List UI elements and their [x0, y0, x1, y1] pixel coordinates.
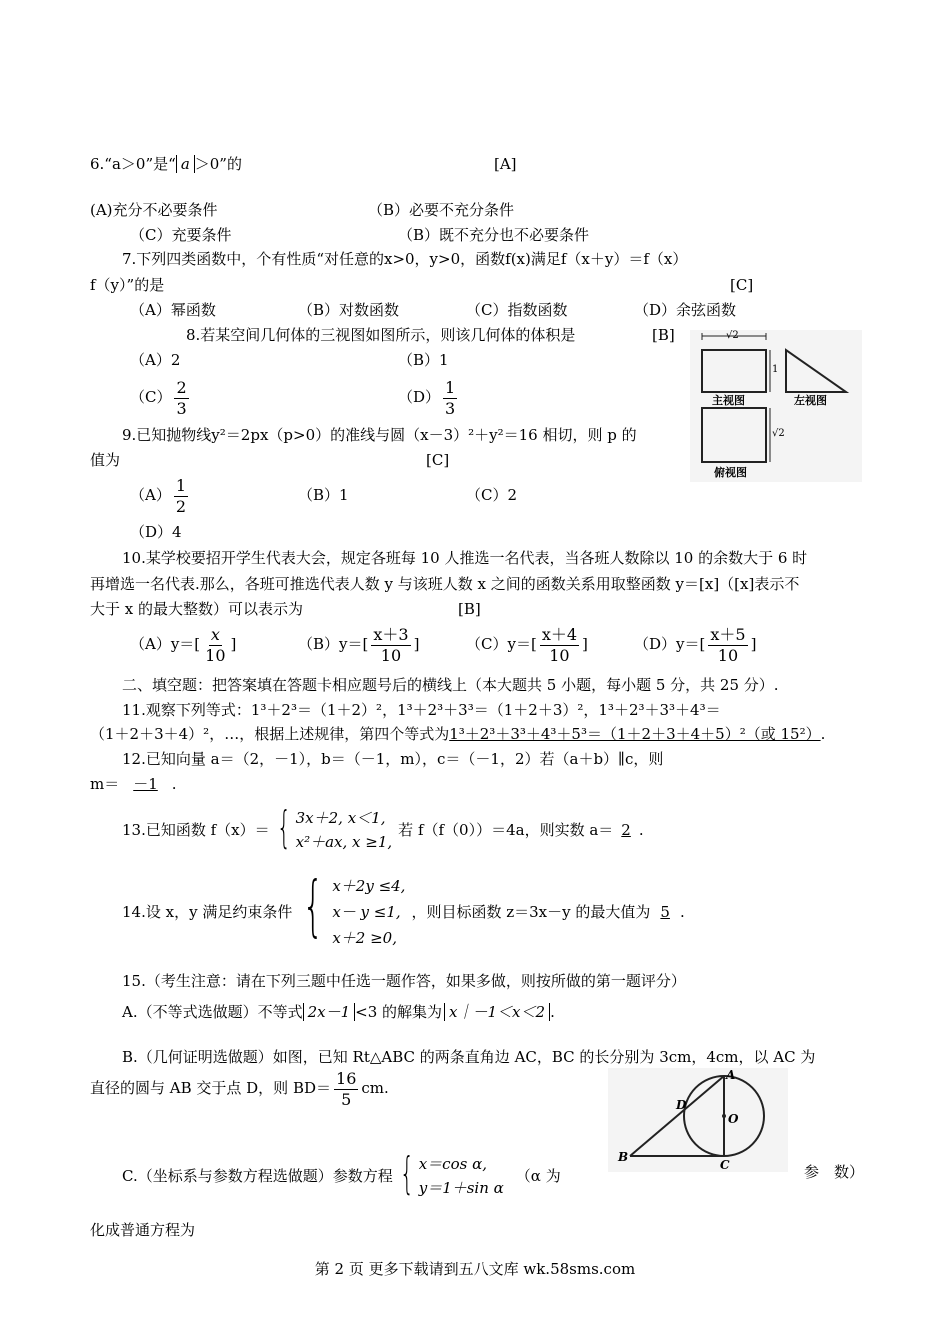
q13-piecewise: { 3x＋2, x＜1, x²＋ax, x ≥1,	[276, 802, 393, 853]
q12-line1: 12.已知向量 a＝（2，－1），b＝（－1，m），c＝（－1，2）若（a＋b）∥c，则	[122, 750, 664, 768]
q8-option-c-fraction: $\frac{2}{3}$	[176, 377, 187, 418]
q10-option-b: （B）y＝[ $\frac{x+3}{10}$ ]	[298, 624, 420, 665]
q8-option-d-fraction: $\frac{1}{3}$	[445, 377, 456, 418]
q7-option-b: （B）对数函数	[298, 301, 400, 319]
q8-option-c: （C） $\frac{2}{3}$	[130, 377, 187, 418]
q7-line1: 7.下列四类函数中，个有性质“对任意的x>0，y>0，函数f(x)满足f（x＋y）＝f（x）	[122, 250, 688, 268]
q15-a: A.（不等式选做题）不等式 2x－1 <3 的解集为 x｜－1＜x＜2 .	[122, 1003, 555, 1021]
q6-option-d: （B）既不充分也不必要条件	[398, 226, 590, 244]
q12-answer: －1	[133, 775, 158, 793]
q10-line2: 再增选一名代表.那么，各班可推选代表人数 y 与该班人数 x 之间的函数关系用取整函数 y＝[x]（[x]表示不	[90, 575, 800, 593]
q15-a-abs: 2x－1	[303, 1003, 356, 1021]
q9-line2: 值为	[90, 451, 121, 469]
q6-option-a: (A)充分不必要条件	[90, 201, 218, 219]
q11-answer: 1³＋2³＋3³＋4³＋5³＝（1＋2＋3＋4＋5）²（或 15²）	[449, 725, 821, 743]
q15-b-line2: 直径的圆与 AB 交于点 D，则 BD＝ $\frac{16}{5}$ cm.	[90, 1068, 389, 1109]
q10-option-c: （C）y＝[ $\frac{x+4}{10}$ ]	[466, 624, 588, 665]
q15-c: C.（坐标系与参数方程选做题）参数方程 { x＝cos α, y＝1＋sin α （α 为	[122, 1148, 561, 1199]
q15-c-parametric: { x＝cos α, y＝1＋sin α	[399, 1148, 504, 1199]
q9-answer: [C]	[426, 451, 450, 469]
right-triangle-circle-figure	[608, 1068, 788, 1172]
q9-option-c: （C）2	[466, 486, 518, 504]
page-footer: 第 2 页 更多下载请到五八文库 wk.58sms.com	[314, 1260, 636, 1278]
q8-answer: [B]	[652, 326, 675, 344]
point-d-label: D	[676, 1098, 687, 1112]
q9-option-a-fraction: $\frac{1}{2}$	[175, 475, 187, 516]
q13: 13.已知函数 f（x）＝ { 3x＋2, x＜1, x²＋ax, x ≥1, 若 f（f（0））＝4a，则实数 a＝ 2 .	[122, 802, 644, 858]
q14-answer: 5	[660, 903, 670, 921]
q15-heading: 15.（考生注意：请在下列三题中任选一题作答，如果多做，则按所做的第一题评分）	[122, 972, 686, 990]
q15-b-line1: B.（几何证明选做题）如图，已知 Rt△ABC 的两条直角边 AC，BC 的长分别为 3cm，4cm，以 AC 为	[122, 1048, 816, 1066]
q10-line3: 大于 x 的最大整数）可以表示为	[90, 600, 303, 618]
point-o-label: O	[728, 1112, 739, 1126]
q11-line1: 11.观察下列等式：1³＋2³＝（1＋2）²，1³＋2³＋3³＝（1＋2＋3）²，1³＋2³＋3³＋4³＝	[122, 701, 721, 719]
q15-c-param: 参 数）	[804, 1163, 865, 1181]
q8-option-d: （D） $\frac{1}{3}$	[398, 377, 456, 418]
q10-option-d: （D）y＝[ $\frac{x+5}{10}$ ]	[634, 624, 757, 665]
q7-option-d: （D）余弦函数	[634, 301, 737, 319]
front-view-height: 1	[772, 364, 779, 375]
q13-answer: 2	[621, 821, 631, 839]
q14: 14.设 x，y 满足约束条件 { x＋2y ≤4, x－ y ≤1, x＋2 ≥0, ，则目标函数 z＝3x－y 的最大值为 5 .	[122, 870, 685, 954]
q9-line1: 9.已知抛物线y²＝2px（p>0）的准线与圆（x－3）²＋y²＝16 相切，则 p 的	[122, 426, 637, 444]
q6-stem: 6.“a＞0”是“ a ＞0”的	[90, 155, 242, 173]
q12-line2: m＝ －1 .	[90, 775, 177, 793]
q11-line2: （1＋2＋3＋4）²，…，根据上述规律，第四个等式为1³＋2³＋3³＋4³＋5³＝（1＋2＋3＋4＋5）²（或 15²）.	[90, 725, 826, 743]
q10-answer: [B]	[458, 600, 481, 618]
top-view-dim: √2	[772, 428, 785, 439]
q6-option-c: （C）充要条件	[130, 226, 232, 244]
section-fill-in-heading: 二、填空题：把答案填在答题卡相应题号后的横线上（本大题共 5 小题，每小题 5 分，共 25 分）.	[122, 676, 779, 694]
q7-option-a: （A）幂函数	[130, 301, 216, 319]
front-view-label: 主视图	[712, 394, 745, 407]
q8-option-a: （A）2	[130, 351, 181, 369]
top-view-label: 俯视图	[714, 466, 747, 479]
q7-option-c: （C）指数函数	[466, 301, 568, 319]
q7-answer: [C]	[730, 276, 754, 294]
q14-constraints: { x＋2y ≤4, x－ y ≤1, x＋2 ≥0,	[302, 867, 406, 947]
three-view-figure	[690, 330, 862, 482]
front-view-dim: √2	[726, 330, 739, 341]
q15-b-answer: $\frac{16}{5}$	[336, 1068, 357, 1109]
q8-stem: 8.若某空间几何体的三视图如图所示，则该几何体的体积是	[186, 326, 576, 344]
point-b-label: B	[618, 1150, 629, 1164]
q15-a-answer: x｜－1＜x＜2	[444, 1003, 550, 1021]
q9-option-b: （B）1	[298, 486, 349, 504]
triangle-circle-drawing	[608, 1068, 788, 1172]
q15-c-line2: 化成普通方程为	[90, 1221, 196, 1239]
point-a-label: A	[726, 1068, 736, 1082]
q8-option-b: （B）1	[398, 351, 449, 369]
q6-option-b: （B）必要不充分条件	[368, 201, 515, 219]
q9-option-d: （D）4	[130, 523, 182, 541]
q10-option-a: （A）y＝[ $\frac{x}{10}$ ]	[130, 624, 237, 665]
q7-line2: f（y）”的是	[90, 276, 165, 294]
q6-answer: [A]	[494, 155, 517, 173]
side-view-label: 左视图	[794, 394, 827, 407]
q6-abs-a: a	[176, 155, 195, 173]
point-c-label: C	[720, 1158, 730, 1172]
q9-option-a: （A） $\frac{1}{2}$	[130, 475, 187, 516]
q10-line1: 10.某学校要招开学生代表大会，规定各班每 10 人推选一名代表，当各班人数除以 10 的余数大于 6 时	[122, 549, 808, 567]
